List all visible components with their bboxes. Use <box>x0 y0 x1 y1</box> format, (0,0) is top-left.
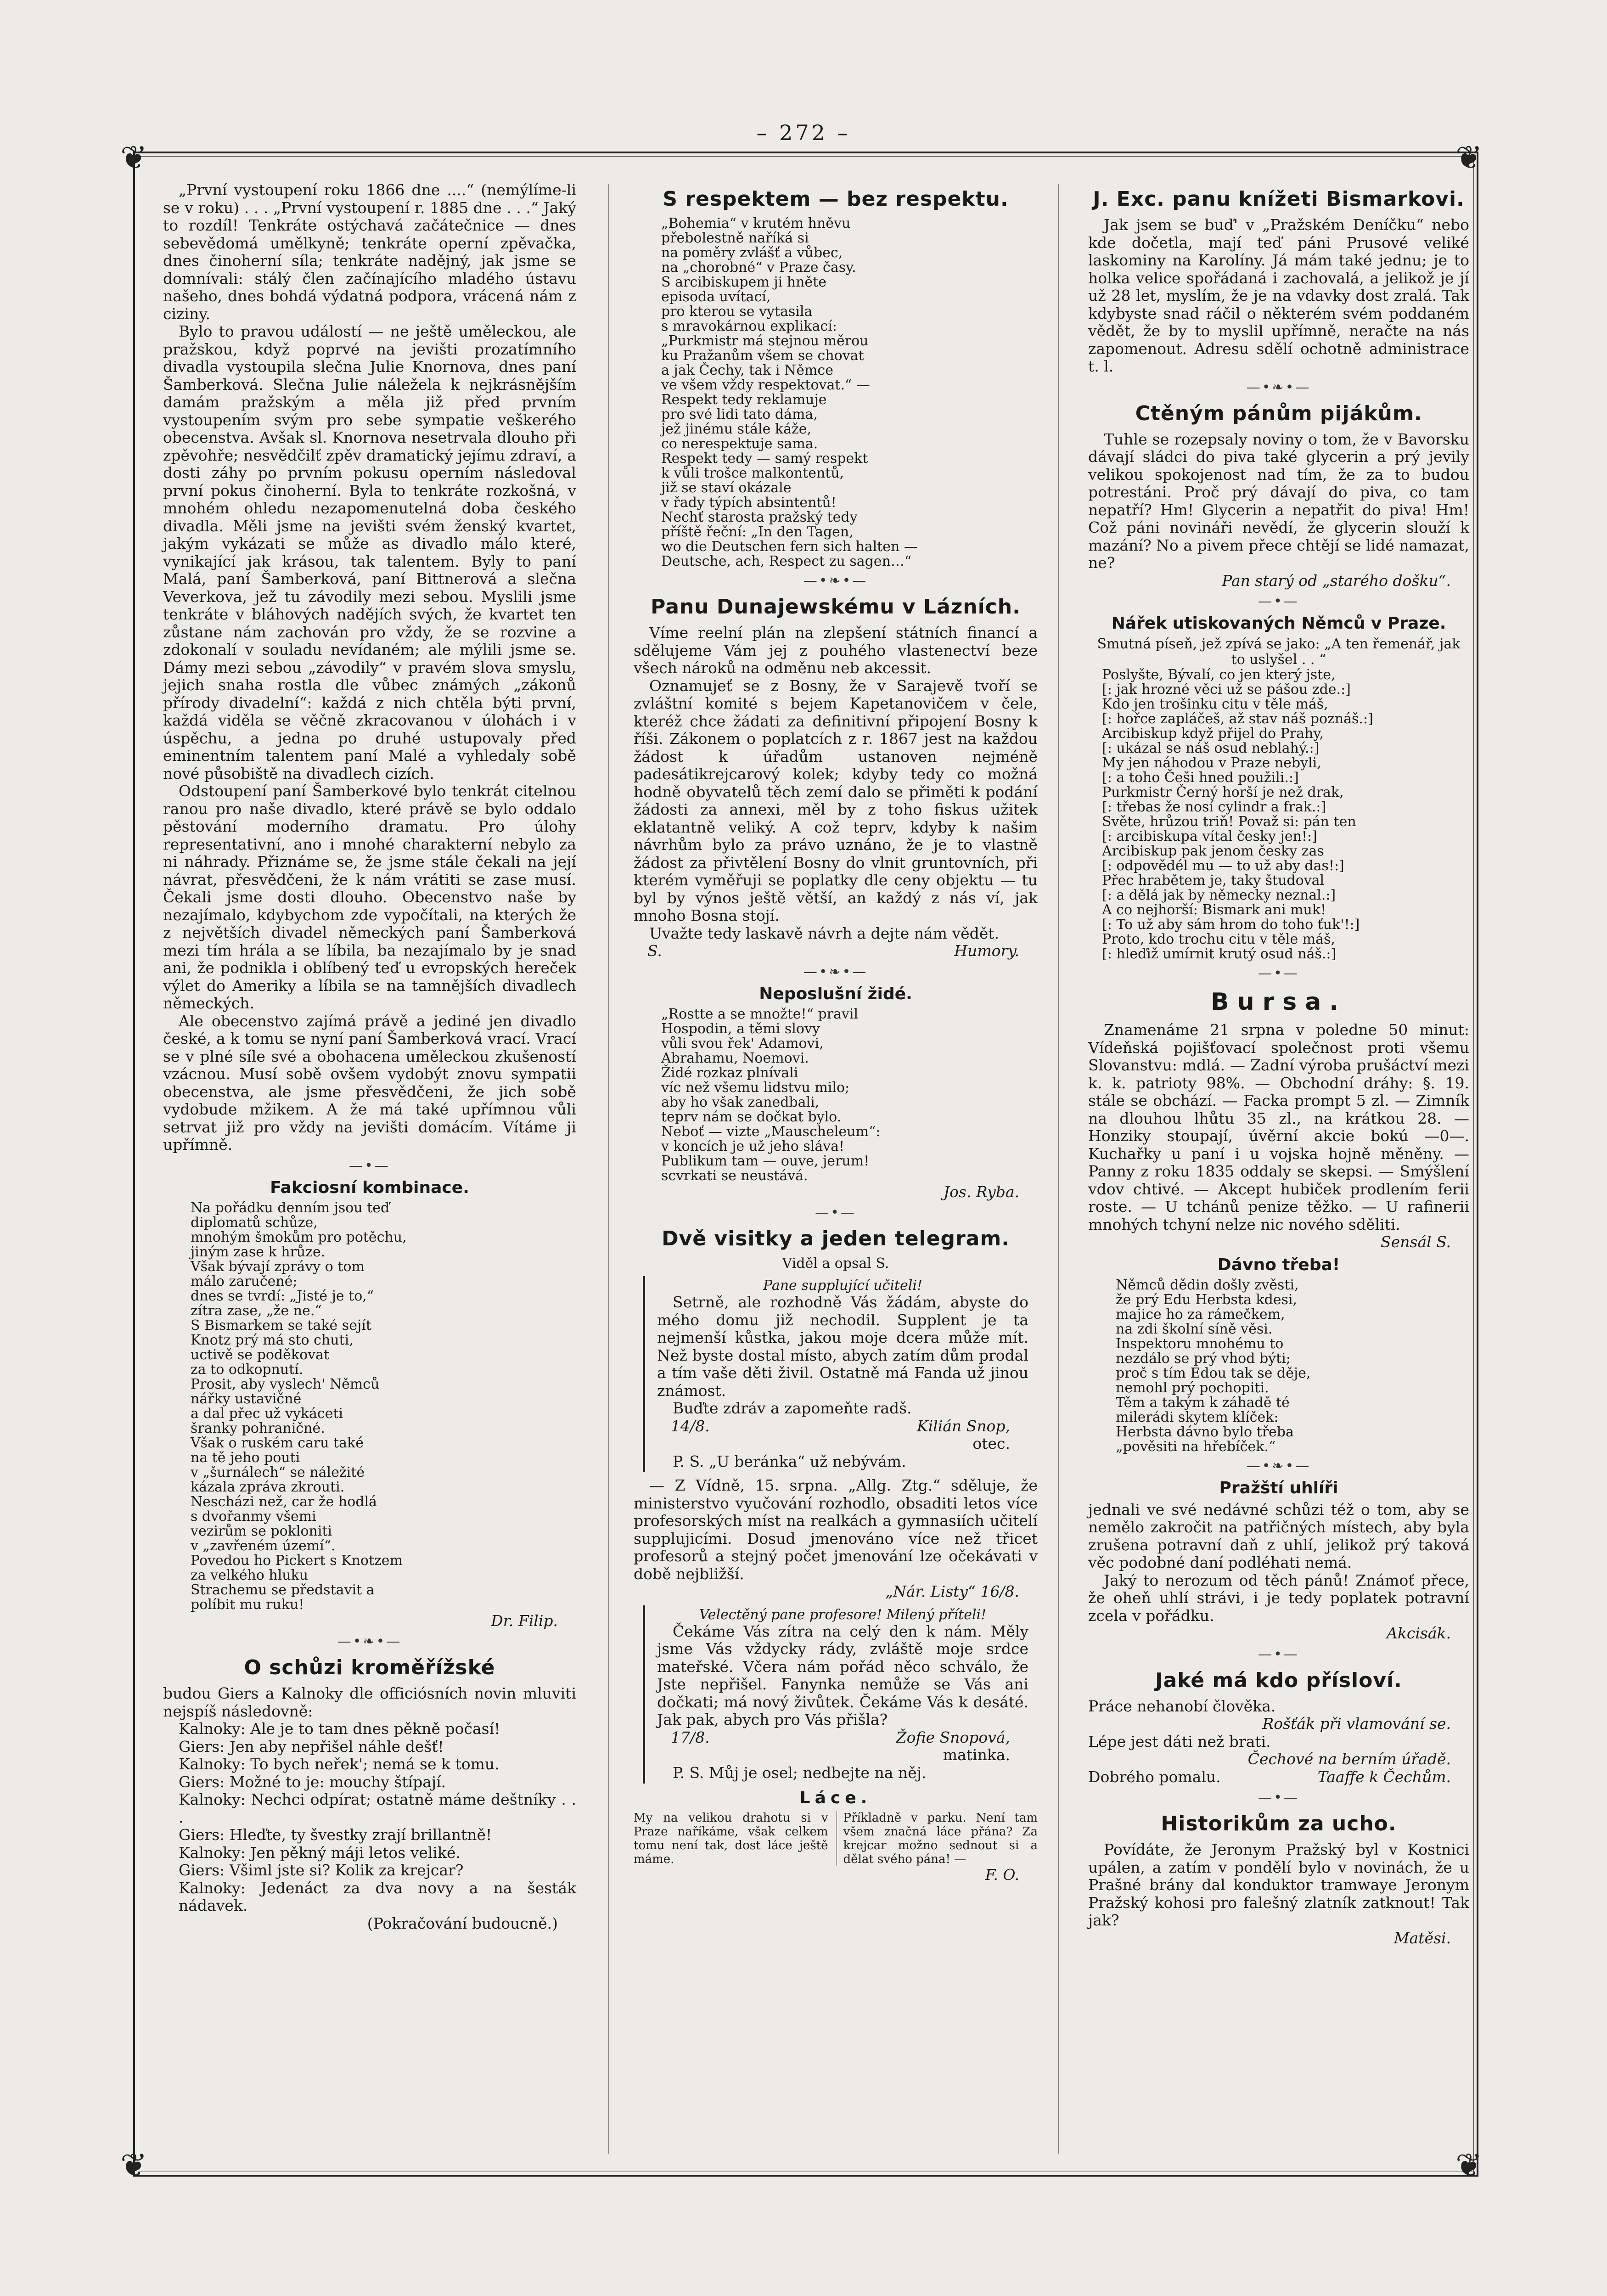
verse-line: [: ukázal se náš osud neblahý.:] <box>1102 740 1320 756</box>
verse-line: My jen náhodou v Praze nebyli, <box>1102 755 1321 771</box>
dialog-line: Giers: Všiml jste si? Kolik za krejcar? <box>179 1861 464 1879</box>
article-title: Láce. <box>799 1789 872 1807</box>
article-title: Bursa. <box>1210 988 1347 1016</box>
verse-line: v „šurnálech“ se náležité <box>191 1464 365 1480</box>
article-davno <box>1088 1255 1469 1454</box>
paragraph: Povídáte, že Jeronym Pražský byl v Kostnici upálen, a zatím v pondělí bylo v novinách, že u Prašné brány dal konduktor tramwaye Jeronym Pražský kohosi pro falešný zlatník zatknout! Tak jak? <box>1088 1840 1469 1929</box>
signature-row <box>634 942 1038 960</box>
article-ucho <box>1088 1812 1469 1947</box>
poem <box>163 1201 576 1612</box>
verse-line: Však bývají zprávy o tom <box>191 1258 365 1275</box>
verse-line: k vůli trošce malkontentů, <box>661 465 844 481</box>
article-title: Historikům za ucho. <box>1161 1812 1397 1835</box>
divider-ornament: —•— <box>815 1204 856 1221</box>
verse-line: co nerespektuje sama. <box>661 436 818 452</box>
divider-ornament: —•❧•— <box>1246 1458 1311 1474</box>
paragraph: Ale obecenstvo zajímá právě a jediné jen divadlo české, a k tomu se nyní paní Šamberková vrací. Vrací se v plné síle své a obohacena uměleckou zkušeností vzácnou. Musí sobě ovšem vydobýt znovu sympatii obecenstva, ale jsme přesvědčeni, že jich sobě vydobude mžikem. A že má také upřímnou vůli setrvat již pro vždy na jevišti domácím. Vítáme ji upřímně. <box>163 1012 576 1154</box>
article-subtitle: Smutná píseň, jež zpívá se jako: „A ten řemenář, jak to uslyšel . . “ <box>1097 636 1461 668</box>
poem <box>634 1007 1038 1183</box>
verse-line: na poměry zvlášť a vůbec, <box>661 245 843 261</box>
paragraph: Bylo to pravou událostí — ne ještě uměleckou, ale pražskou, když poprvé na jevišti prozatímního divadla vystoupila slečna Julie Knornova, dnes paní Šamberková. Slečna Julie náležela k nejkrásnějším damám pražským a měla již před prvním vystoupením svým pro sebe sympatie veškerého obecenstva. Avšak sl. Knornova nesetrvala dlouho při zpěvohře; nesvědčilť zpěv dramatický jejímu zdraví, a dosti záhy po prvním pokusu operním následoval první pokus činoherní. Byla to tenkráte rozkošná, v mnohém ohledu nezapomenutelná doba českého divadla. Měli jsme na jevišti svém ženský kvartet, jakým vykázati se může as divadlo málo které, vynikající jak krásou, tak talentem. Byly to paní Malá, paní Šamberková, paní Bittnerová a slečna Veverkova, jež tu závodily mezi sebou. Myslili jsme tenkráte v bláhových nadějích svých, že kvartet ten zůstane nám zachován pro vždy, že se rozvine a zdokonalí v souladu nevídaném; ale mýlili jsme se. Dámy mezi sebou „závodily“ v pravém slova smyslu, jejich snaha rostla dle vůbec známých „zákonů přírody divadelní“: každá z nich chtěla býti první, každá viděla se věčně zkracovanou v úlohách i v úspěchu, a jedna po druhé ustupovaly před eminentním talentem paní Malé a vyhledaly sobě nové působiště na divadlech cizích. <box>163 322 576 782</box>
verse-line: vezirům se pokloniti <box>191 1523 332 1539</box>
column-3 <box>1088 181 1469 1947</box>
verse-line: Němců dědin došly zvěsti, <box>1116 1277 1299 1293</box>
proverb-who: Taaffe k Čechům. <box>1317 1767 1451 1786</box>
article-title: Dávno třeba! <box>1217 1255 1340 1274</box>
verse-line: [: jak hrozné věci už se pášou zde.:] <box>1102 681 1351 698</box>
verse-line: vůli svou řek' Adamovi, <box>661 1035 824 1052</box>
article-uhliri <box>1088 1478 1469 1643</box>
paragraph: Jaký to nerozum od těch pánů! Známoť přece, že oheň uhlí strávi, i je tedy poplatek potravní zcela v pořádku. <box>1088 1571 1469 1625</box>
verse-line: teprv nám se dočkat bylo. <box>661 1109 842 1125</box>
corner-ornament-icon: ❦ <box>120 139 147 176</box>
dialog <box>163 1720 576 1915</box>
article-title: Ctěným pánům pijákům. <box>1135 401 1422 425</box>
signature: Matěsi. <box>1393 1929 1451 1947</box>
verse-line: pro své lidi tato dáma, <box>661 406 818 422</box>
card-role: matinka. <box>943 1746 1010 1764</box>
paragraph: „První vystoupení roku 1866 dne ....“ (nemýlíme-li se v roku) . . . „První vystoupení r. 1885 dne . . .“ Jaký to rozdíl! Tenkráte ostýchavá začátečnice — dnes sebevědomá umělkyně; tenkráte operní zpěvačka, dnes činoherní síla; tenkráte nadějný, jak jsme se domnívali: stálý člen začínajícího mladého ústavu našeho, dnes bohdá výdatná podpora, vrácená nám z ciziny. <box>163 181 576 323</box>
verse-line: [: To už aby sám hrom do toho ťuk'!:] <box>1102 917 1360 933</box>
lead-article <box>163 181 576 1154</box>
poem <box>1088 668 1469 962</box>
proverb-row <box>1088 1768 1469 1786</box>
verse-line: za velkého hluku <box>191 1567 309 1583</box>
verse-line: Respekt tedy — samý respekt <box>661 450 868 467</box>
proverb-row <box>1088 1750 1469 1768</box>
paragraph: Víme reelní plán na zlepšení státních financí a sdělujeme Vám jej z pouhého vlastenectví beze všech nároků na odměnu neb akcessit. <box>634 624 1038 677</box>
article-title: Nářek utiskovaných Němců v Praze. <box>1111 614 1446 633</box>
verse-line: ku Pražanům všem se chovat <box>661 348 864 364</box>
verse-line: políbit mu ruku! <box>191 1596 304 1613</box>
signature: Pan starý od „starého došku“. <box>1222 571 1451 590</box>
verse-line: Arcibiskup pak jenom česky zas <box>1102 843 1324 859</box>
verse-line: Nescházi než, car že hodlá <box>191 1493 377 1510</box>
divider-ornament: —•❧•— <box>803 963 868 980</box>
telegram-source: „Nár. Listy“ 16/8. <box>885 1582 1019 1600</box>
visiting-card <box>643 1605 1038 1784</box>
article-title: O schůzi kroměřížské <box>244 1656 495 1679</box>
proverb-row <box>1088 1733 1469 1751</box>
article-narek <box>1088 613 1469 962</box>
verse-line: „Rostte a se množte!“ pravil <box>661 1006 859 1022</box>
divider-ornament: —•❧•— <box>337 1633 402 1649</box>
verse-line: scvrkati se neustává. <box>661 1167 808 1184</box>
verse-line: nezdálo se prý vhod býti; <box>1116 1350 1291 1367</box>
proverb-who: Čechové na berním úřadě. <box>1247 1750 1451 1768</box>
article-pijaci <box>1088 401 1469 590</box>
corner-ornament-icon: ❦ <box>1455 139 1483 176</box>
verse-line: již se staví okázale <box>661 480 792 496</box>
verse-line: „Purkmistr má stejnou měrou <box>661 333 869 349</box>
verse-line: jiným zase k hrůze. <box>191 1244 326 1260</box>
verse-line: [: arcibiskupa vítal česky jen!:] <box>1102 828 1317 844</box>
verse-line: uctivě se poděkovat <box>191 1346 330 1363</box>
verse-line: [: a toho Češi hned použili.:] <box>1102 770 1299 786</box>
divider-ornament: —•— <box>1258 593 1299 609</box>
divider-ornament: —•❧•— <box>803 573 868 589</box>
dialog-line: Giers: Možné to je: mouchy štípají. <box>179 1773 446 1791</box>
verse-line: Herbsta dávno bylo třeba <box>1116 1424 1294 1440</box>
signature: Akcisák. <box>1387 1624 1451 1642</box>
article-title: J. Exc. panu knížeti Bismarkovi. <box>1093 187 1465 211</box>
article-kromeriz <box>163 1655 576 1932</box>
column-1 <box>163 181 576 1932</box>
verse-line: Židé rozkaz plnívali <box>661 1064 798 1081</box>
verse-line: Přec hrabětem je, taky študoval <box>1102 872 1325 889</box>
card-salutation: Pane supplující učiteli! <box>763 1277 922 1294</box>
dialog-line: Kalnoky: To bych neřek'; nemá se k tomu. <box>179 1755 500 1773</box>
proverb-row <box>1088 1715 1469 1733</box>
article-title: Pražští uhlíři <box>1219 1478 1338 1497</box>
dialog-line: Giers: Hleďte, ty švestky zrají brillantně! <box>179 1826 492 1844</box>
verse-line: Neboť — vizte „Mauscheleum“: <box>661 1123 881 1140</box>
verse-line: přebolestně naříká si <box>661 230 809 246</box>
verse-line: Však o ruském caru také <box>191 1435 364 1451</box>
verse-line: aby ho však zanedbali, <box>661 1094 820 1110</box>
verse-line: [: a dělá jak by německy neznal.:] <box>1102 887 1336 903</box>
article-dunajewski <box>634 595 1038 960</box>
verse-line: A co nejhorší: Bismark ani muk! <box>1102 902 1326 918</box>
verse-line: s dvořanmy všemi <box>191 1508 316 1525</box>
verse-line: a dal přec už vykáceti <box>191 1405 343 1422</box>
column-divider <box>1058 184 1059 2154</box>
verse-line: proč s tím Edou tak se děje, <box>1116 1365 1311 1381</box>
verse-line: Světe, hrůzou triň! Považ si: pán ten <box>1102 814 1356 830</box>
verse-line: nemohl prý pochopiti. <box>1116 1379 1269 1396</box>
verse-line: a jak Čechy, tak i Němce <box>661 362 833 378</box>
continued-note: (Pokračování budoucně.) <box>367 1914 558 1932</box>
verse-line: Hospodin, a těmi slovy <box>661 1020 820 1037</box>
proverb-who: Rošťák při vlamování se. <box>1262 1715 1451 1733</box>
paragraph: Oznamujeť se z Bosny, že v Sarajevě tvoří se zvláštní komité s bejem Kapetanovičem v čele, kteréž chce žádati za definitivní připojení Bosny k říši. Zákonem o poplatcích z r. 1867 jest na každou žádost k úřadům ustanoven nejméně padesátikrejcarový kolek; kdyby tedy co možná hodně obyvatelů těch zemí dalo se přiměti k podání žádosti za annexi, měl by z toho fiskus užitek eklatantně veliký. A což teprv, kdyby k našim návrhům bylo za právo uznáno, že je to vlastně žádost za přivtělení Bosny do vlnit gruntovních, při kterém vyměřuji se poplatky dle ceny objektu — tu byl by výnos ještě větší, an každý z nás ví, jak mnoho Bosna stojí. <box>634 676 1038 924</box>
verse-line: nářky ustavičné <box>191 1390 302 1407</box>
card-salutation: Velectěný pane profesore! Milený příteli! <box>699 1606 987 1623</box>
article-title: Neposlušní židé. <box>759 984 912 1003</box>
verse-line: víc než všemu lidstvu milo; <box>661 1079 850 1096</box>
paragraph: Jak jsem se buď' v „Pražském Deníčku“ nebo kde dočetla, mají teď páni Prusové veliké laskominy na Karolíny. Já mám také jednu; je to holka velice spořádaná i zachovalá, a jelikož je jí už 28 let, myslím, že je na vdavky dost zralá. Tak kdybyste snad ráčil o některém svém poddaném vědět, že by to myslil upřímně, neračte na nás zapomenout. Adresu sdělí ochotně administrace t. l. <box>1088 216 1469 375</box>
column-2 <box>634 181 1038 1884</box>
proverb-row <box>1088 1698 1469 1716</box>
proverb-text: Práce nehanobí člověka. <box>1088 1697 1276 1715</box>
card-signature-row <box>657 1729 1028 1747</box>
paragraph: Uvažte tedy laskavě návrh a dejte nám vědět. <box>649 924 1000 942</box>
verse-line: na zdi školní síně věsi. <box>1116 1321 1273 1337</box>
verse-line: [: hořce zapláčeš, až stav náš poznáš.:] <box>1102 711 1373 727</box>
article-lace <box>634 1788 1038 1884</box>
verse-line: milerádi skytem klíček: <box>1116 1409 1279 1425</box>
verse-line: wo die Deutschen fern sich halten — <box>661 539 918 555</box>
article-title: Dvě visitky a jeden telegram. <box>662 1227 1010 1250</box>
verse-line: kázala zpráva zkrouti. <box>191 1479 345 1495</box>
verse-line: na „chorobné“ v Praze časy. <box>661 259 856 276</box>
signature: F. O. <box>985 1866 1019 1884</box>
signature: S. <box>647 942 662 960</box>
verse-line: pro kterou se vytasila <box>661 304 813 320</box>
article-prislovi <box>1088 1668 1469 1786</box>
article-bismarck <box>1088 187 1469 376</box>
verse-line: v koncích je už jeho sláva! <box>661 1138 845 1154</box>
verse-line: episoda uvítací, <box>661 289 771 305</box>
verse-line: Purkmistr Černý horší je než drak, <box>1102 784 1344 800</box>
divider-ornament: —•— <box>349 1157 390 1174</box>
verse-line: zítra zase, „že ne.“ <box>191 1302 322 1319</box>
card-closing: Buďte zdráv a zapomeňte radš. <box>673 1399 912 1417</box>
card-text: Setrně, ale rozhodně Vás žádám, abyste do mého domu již nechodil. Supplent je ta nejmenší kůstka, jakou moje dcera může mít. Než byste dostal místo, abych zatím dům prodal a tím vaše děti živil. Ostatně má Fanda už jinou známost. <box>657 1293 1028 1400</box>
proverb-who <box>1451 1733 1469 1751</box>
verse-line: majice ho za rámečkem, <box>1116 1306 1285 1322</box>
corner-ornament-icon: ❦ <box>1455 2146 1483 2184</box>
lace-left: My na velikou drahotu si v Praze naříkáme, však celkem tomu není tak, dost láce ještě máme. <box>634 1811 828 1866</box>
card-text: Čekáme Vás zítra na celý den k nám. Měly jsme Vás vždycky rády, zvláště moje srdce mateřské. Včera nám pořád něco schválo, že Jste nepřišel. Fanynka nemůže se Vás ani dočkati; má nový živůtek. Čekáme Vás k desáté. Jak pak, abych pro Vás přišla? <box>657 1622 1028 1728</box>
card-signature-row <box>657 1418 1028 1435</box>
verse-line: [: třebas že nosí cylindr a frak.:] <box>1102 799 1326 815</box>
verse-line: Proto, kdo trochu citu v těle máš, <box>1102 931 1335 947</box>
verse-line: dnes se tvrdí: „Jisté je to,“ <box>191 1288 374 1304</box>
card-ps: P. S. „U beránka“ už nebývám. <box>673 1452 906 1470</box>
card-name: Kilián Snop, <box>916 1417 1010 1435</box>
divider-ornament: —•❧•— <box>1246 379 1311 395</box>
verse-line: mnohým šmokům pro potěchu, <box>191 1229 407 1245</box>
card-date: 14/8. <box>671 1417 710 1435</box>
divider-ornament: —•— <box>1258 1646 1299 1662</box>
divider-ornament: —•— <box>1258 965 1299 981</box>
verse-line: málo zaručené; <box>191 1273 298 1289</box>
telegram-text: — Z Vídně, 15. srpna. „Allg. Ztg.“ sděluje, že ministerstvo vyučování rozhodlo, obsaditi letos více profesorských míst na realkách a gymnasiích učitelí supplujicími. Dosud jmenováno více než třicet profesorů a stejný počet jmenování lze očekávati v době nejbližší. <box>634 1476 1038 1583</box>
page-number: – 272 – <box>756 120 851 145</box>
card-ps: P. S. Můj je osel; nedbejte na něj. <box>673 1763 927 1782</box>
proverb-who <box>1451 1698 1469 1716</box>
verse-line: Těm a takým k záhadě té <box>1116 1394 1290 1411</box>
verse-line: že prý Edu Herbsta kdesi, <box>1116 1291 1298 1308</box>
verse-line: Abrahamu, Noemovi. <box>661 1050 809 1066</box>
divider-ornament: —•— <box>1258 1790 1299 1806</box>
signature: Humory. <box>954 942 1019 960</box>
article-subtitle: Viděl a opsal S. <box>782 1255 889 1272</box>
verse-line: Deutsche, ach, Respect zu sagen…“ <box>661 553 912 569</box>
article-title: Jaké má kdo přísloví. <box>1155 1668 1402 1692</box>
verse-line: Na pořádku denním jsou teď <box>191 1199 390 1216</box>
signature: Dr. Filip. <box>491 1611 558 1630</box>
verse-line: na tě jeho pouti <box>191 1449 300 1466</box>
verse-line: Kdo jen trošinku citu v těle máš, <box>1102 696 1328 712</box>
paragraph: Odstoupení paní Šamberkové bylo tenkrát citelnou ranou pro naše divadlo, které právě se bylo oddalo pěstování moderního dramatu. Pro úlohy representativní, ano i mnohé charakterní nebylo za ni náhrady. Přiznáme se, že jsme stále čekali na její návrat, přesvědčeni, že k nám vrátiti se zase musí. Čekali jsme dosti dlouho. Obecenstvo naše by nezajímalo, kdybychom zde vypočítali, na kterých že z největších divadel německých paní Šamberková mezi tím hrála a se líbila, ba nezajímalo by je snad ani, že podnikla i oblíbený teď u evropských hereček výlet do Ameriky a líbila se na tamnějších divadlech německých. <box>163 782 576 1012</box>
verse-line: v řady týpích absintentů! <box>661 495 837 511</box>
dialog-line: Giers: Jen aby nepřišel náhle dešť! <box>179 1737 444 1756</box>
verse-line: Arcibiskup když přijel do Prahy, <box>1102 726 1324 742</box>
paragraph: Znamenáme 21 srpna v poledne 50 minut: Vídeňská pojišťovací společnost proti všemu Slovanstvu: mdlá. — Zadní výroba prušáctví mezi k. k. patrioty 98%. — Obchodní dráhy: §. 19. stále se obchází. — Facka prompt 5 zl. — Zimník na dlouhou lhůtu 35 zl., na krátkou 28. — Honziky stoupají, úvěrní akcie bokú —0—. Kuchařky u paní i u vojska hojně měněny. — Panny z roku 1835 oddaly se skepsi. — Smýšlení vdov chtivé. — Akcept hubiček prodlením ferii roste. — U tchánů penize těžko. — U rafinerii mnohých tchyní nelze nic nového sděliti. <box>1088 1021 1469 1233</box>
article-respect <box>634 187 1038 569</box>
verse-line: Knotz prý má sto chuti, <box>191 1332 354 1348</box>
verse-line: S arcibiskupem ji hněte <box>661 274 826 290</box>
card-role: otec. <box>972 1435 1010 1452</box>
proverb-text: Dobrého pomalu. <box>1088 1767 1221 1786</box>
signature: Sensál S. <box>1381 1233 1451 1251</box>
verse-line: Publikum tam — ouve, jerum! <box>661 1153 870 1169</box>
card-name: Žofie Snopová, <box>896 1728 1010 1746</box>
verse-line: Strachemu se představit a <box>191 1581 375 1598</box>
verse-line: šranky pohraničné. <box>191 1420 325 1436</box>
verse-line: ve všem vždy respektovat.“ — <box>661 377 870 393</box>
article-faction <box>163 1178 576 1630</box>
paragraph: budou Giers a Kalnoky dle officiósních novin mluviti nejspíš následovně: <box>163 1684 576 1720</box>
visiting-card <box>643 1276 1038 1472</box>
article-title: S respektem — bez respektu. <box>663 187 1009 211</box>
poem <box>1088 1278 1469 1454</box>
verse-line: Povedou ho Pickert s Knotzem <box>191 1552 403 1569</box>
card-date: 17/8. <box>671 1728 710 1746</box>
verse-line: jež jinému stále káže, <box>661 421 812 437</box>
paragraph: Tuhle se rozepsaly noviny o tom, že v Bavorsku dávají sládci do piva také glycerin a prý jevily velikou spokojenost nad tím, že za to budou potrestáni. Proč prý dávají do piva, co tam nepatří? Hm! Glycerin a nepatřit do piva! Hm! Což páni novináři nevědí, že glycerin slouží k mazání? No a pivem přece chtějí se lidé namazat, ne? <box>1088 430 1469 572</box>
poem <box>634 216 1038 569</box>
verse-line: Respekt tedy reklamuje <box>661 392 827 408</box>
verse-line: Inspektoru mnohému to <box>1116 1335 1284 1352</box>
verse-line: s mravokárnou explikací: <box>661 318 837 334</box>
verse-line: [: odpovědél mu — to už aby das!:] <box>1102 858 1344 874</box>
lace-columns <box>634 1811 1038 1866</box>
verse-line: „Bohemia“ v krutém hněvu <box>661 215 851 231</box>
proverb-text: Lépe jest dáti než brati. <box>1088 1732 1271 1750</box>
dialog-line: Kalnoky: Nechci odpírat; ostatně máme deštníky . . . <box>179 1790 576 1826</box>
article-bursa <box>1088 988 1469 1251</box>
signature: Jos. Ryba. <box>943 1182 1019 1201</box>
article-title: Fakciosní kombinace. <box>270 1178 469 1197</box>
dialog-line: Kalnoky: Jedenáct za dva novy a na šesták nádavek. <box>179 1879 576 1914</box>
verse-line: v „zavřeném území“. <box>191 1537 336 1554</box>
verse-line: Prosit, aby vyslech' Němců <box>191 1376 380 1392</box>
verse-line: diplomatů schůze, <box>191 1214 318 1231</box>
proverb-list <box>1088 1698 1469 1786</box>
dialog-line: Kalnoky: Jen pěkný máji letos veliké. <box>179 1843 461 1862</box>
verse-line: příště řeční: „In den Tagen, <box>661 524 854 540</box>
article-neposlusni <box>634 984 1038 1201</box>
column-divider <box>608 184 609 2154</box>
paragraph: jednali ve své nedávné schůzi též o tom, aby se nemělo zakročit na patřičných místech, aby byla zrušena potravní daň z uhlí, jelikož prý taková věc podobné daní podléhati nemá. <box>1088 1500 1469 1571</box>
dialog-line: Kalnoky: Ale je to tam dnes pěkně počasí! <box>179 1720 500 1738</box>
corner-ornament-icon: ❦ <box>120 2146 147 2184</box>
verse-line: „pověsiti na hřebíček.“ <box>1116 1438 1276 1455</box>
article-title: Panu Dunajewskému v Lázních. <box>651 595 1021 619</box>
verse-line: za to odkopnutí. <box>191 1361 303 1378</box>
verse-line: Poslyšte, Bývalí, co jen který jste, <box>1102 667 1336 683</box>
article-visitky <box>634 1227 1038 1884</box>
verse-line: Nechť starosta pražský tedy <box>661 509 858 525</box>
verse-line: S Bismarkem se také sejít <box>191 1317 371 1334</box>
lace-right: Příkladně v parku. Není tam všem značná láce přána? Za krejcar možno sednout si a dělat svého pána! — <box>837 1811 1038 1866</box>
verse-line: [: hleďiž umírnit krutý osud náš.:] <box>1102 946 1337 962</box>
